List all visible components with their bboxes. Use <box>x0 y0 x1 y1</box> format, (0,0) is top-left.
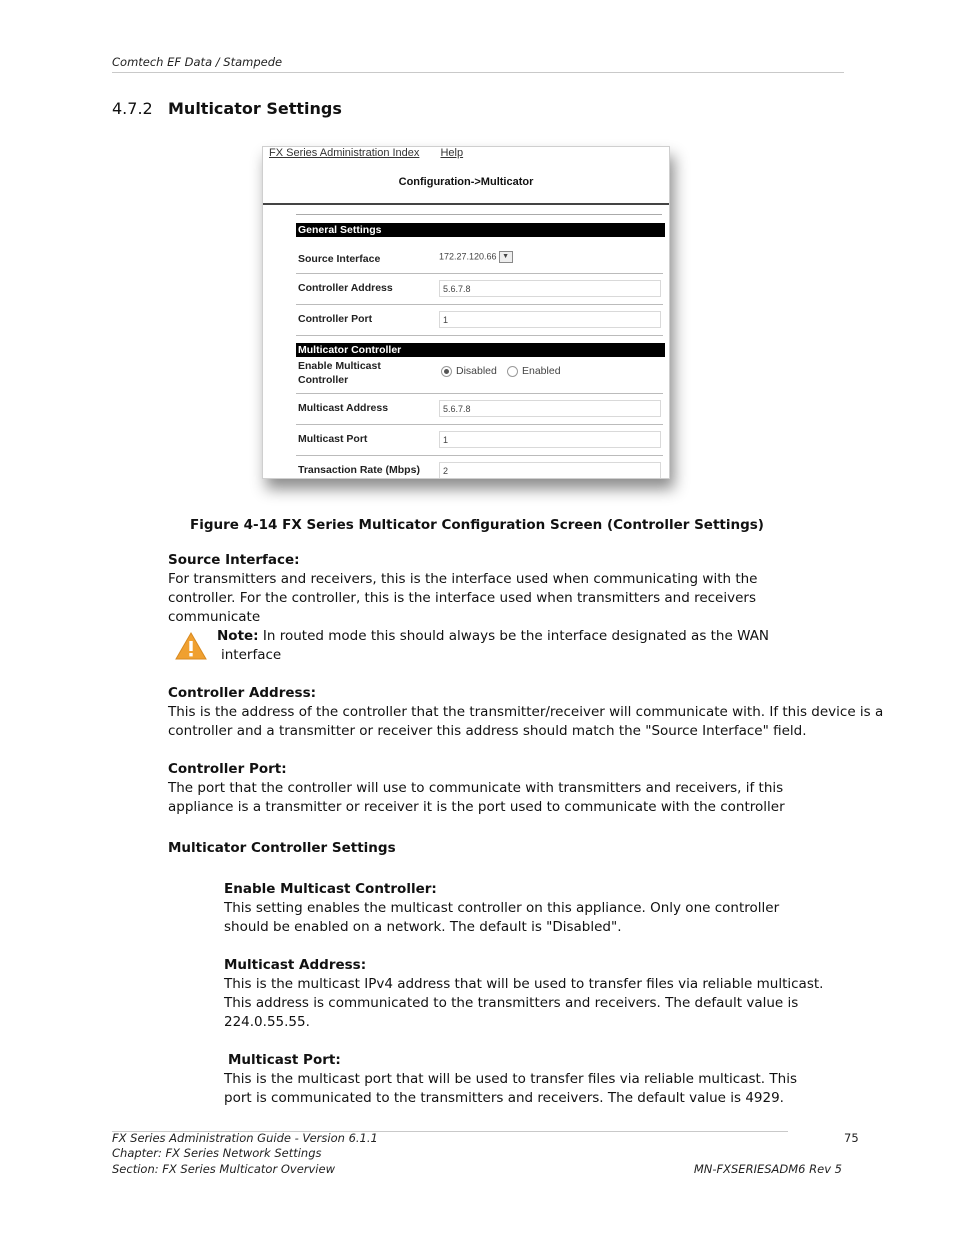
transaction-rate-input[interactable]: 2 <box>439 462 661 479</box>
warning-triangle-icon <box>175 631 207 665</box>
multicast-port-input[interactable]: 1 <box>439 431 661 448</box>
enable-mc-heading: Enable Multicast Controller: <box>224 881 437 897</box>
source-interface-heading: Source Interface: <box>168 552 300 568</box>
transaction-rate-row <box>296 456 663 479</box>
controller-port-input[interactable]: 1 <box>439 311 661 328</box>
note-text: In routed mode this should always be the interface designated as the WAN <box>258 628 770 644</box>
controller-port-heading: Controller Port: <box>168 761 287 777</box>
page-number: 75 <box>844 1131 859 1145</box>
note-label: Note: <box>217 628 259 644</box>
radio-disabled-label: Disabled <box>456 365 497 377</box>
footer-section: Section: FX Series Multicator Overview <box>112 1162 335 1176</box>
source-interface-label: Source Interface <box>298 253 381 265</box>
controller-address-row <box>296 274 663 305</box>
source-interface-row <box>296 243 663 274</box>
controller-port-label: Controller Port <box>298 313 373 325</box>
footer-guide: FX Series Administration Guide - Version 6.1.1 <box>112 1131 378 1145</box>
multicast-port-row <box>296 425 663 456</box>
enable-mc-line: should be enabled on a network. The default is "Disabled". <box>224 919 622 935</box>
screenshot-breadcrumb: Configuration->Multicator <box>398 176 534 188</box>
enable-mc-text <box>224 899 779 937</box>
enable-mc-line: This setting enables the multicast controller on this appliance. Only one controller <box>224 900 780 916</box>
multicast-port-label: Multicast Port <box>298 433 368 445</box>
source-interface-select[interactable] <box>439 251 513 263</box>
screenshot-divider <box>263 203 669 205</box>
radio-disabled[interactable] <box>441 365 497 377</box>
chevron-down-icon[interactable]: ▼ <box>499 251 513 263</box>
controller-address-heading: Controller Address: <box>168 685 317 701</box>
enable-multicast-row <box>296 358 663 394</box>
multicast-port-line: port is communicated to the transmitters and receivers. The default value is 4929. <box>224 1090 784 1106</box>
screenshot-nav <box>269 147 481 159</box>
multicast-address-text <box>224 975 823 1032</box>
radio-enabled-label: Enabled <box>522 365 561 377</box>
figure-caption: Figure 4-14 FX Series Multicator Configuration Screen (Controller Settings) <box>190 517 764 533</box>
radio-unselected-icon[interactable] <box>507 366 518 377</box>
controller-address-text <box>168 703 883 741</box>
section-number: 4.7.2 <box>112 99 153 118</box>
note <box>217 627 769 665</box>
nav-link-admin-index[interactable]: FX Series Administration Index <box>269 147 420 159</box>
figure-screenshot <box>262 146 670 479</box>
controller-port-line: appliance is a transmitter or receiver it is the port used to communicate with the controller <box>168 799 785 815</box>
enable-multicast-label-line2: Controller <box>298 374 349 386</box>
transaction-rate-label: Transaction Rate (Mbps) <box>298 464 420 476</box>
nav-link-help[interactable]: Help <box>440 147 464 159</box>
multicast-address-line: This address is communicated to the transmitters and receivers. The default value is <box>224 995 799 1011</box>
header-rule <box>112 72 844 73</box>
controller-port-line: The port that the controller will use to communicate with transmitters and receivers, if this <box>168 780 784 796</box>
radio-selected-icon[interactable] <box>441 366 452 377</box>
controller-address-line: controller and a transmitter or receiver this address should match the "Source Interface" field. <box>168 723 807 739</box>
multicast-address-line: This is the multicast IPv4 address that will be used to transfer files via reliable multicast. <box>224 976 824 992</box>
multicast-address-input[interactable]: 5.6.7.8 <box>439 400 661 417</box>
controller-port-row <box>296 305 663 336</box>
multicator-controller-bar: Multicator Controller <box>296 343 665 357</box>
section-title: Multicator Settings <box>168 99 342 118</box>
controller-address-line: This is the address of the controller that the transmitter/receiver will communicate with. If this device is a <box>168 704 884 720</box>
screenshot-divider-thin <box>296 214 662 215</box>
multicast-address-row <box>296 394 663 425</box>
footer-chapter: Chapter: FX Series Network Settings <box>112 1146 322 1160</box>
source-interface-text <box>168 570 758 627</box>
mc-settings-heading: Multicator Controller Settings <box>168 840 396 856</box>
multicast-port-heading: Multicast Port: <box>228 1052 341 1068</box>
multicast-address-line: 224.0.55.55. <box>224 1014 310 1030</box>
enable-multicast-label <box>298 359 381 387</box>
multicast-port-text <box>224 1070 797 1108</box>
source-interface-value: 172.27.120.66 <box>439 251 497 262</box>
controller-address-input[interactable]: 5.6.7.8 <box>439 280 661 297</box>
controller-address-label: Controller Address <box>298 282 393 294</box>
multicast-address-heading: Multicast Address: <box>224 957 367 973</box>
enable-multicast-label-line1: Enable Multicast <box>298 360 381 372</box>
multicast-port-line: This is the multicast port that will be used to transfer files via reliable multicast. This <box>224 1071 797 1087</box>
source-interface-line: For transmitters and receivers, this is the interface used when communicating with the <box>168 571 758 587</box>
footer-doc-id: MN-FXSERIESADM6 Rev 5 <box>693 1162 842 1176</box>
source-interface-line: communicate <box>168 609 261 625</box>
general-settings-bar: General Settings <box>296 223 665 237</box>
note-text-line2: interface <box>221 647 282 663</box>
running-header: Comtech EF Data / Stampede <box>112 55 283 69</box>
multicast-address-label: Multicast Address <box>298 402 389 414</box>
radio-enabled[interactable] <box>507 365 561 377</box>
source-interface-line: controller. For the controller, this is the interface used when transmitters and receivers <box>168 590 756 606</box>
controller-port-text <box>168 779 785 817</box>
